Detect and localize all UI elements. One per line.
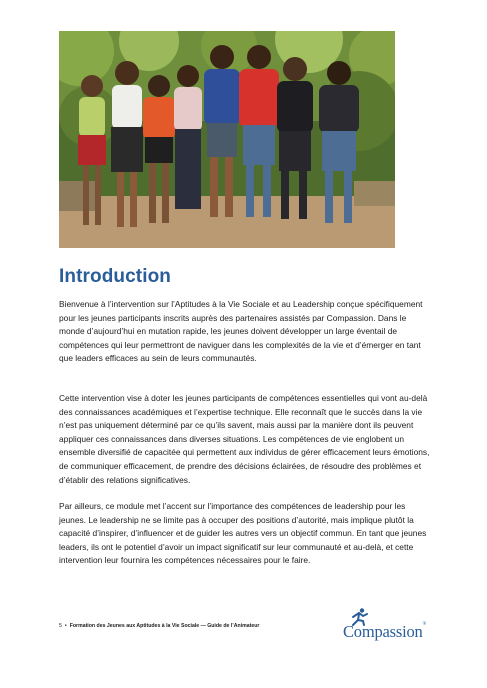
intro-paragraph-2 bbox=[59, 392, 431, 487]
group-photo bbox=[59, 31, 395, 248]
page-number: 5 bbox=[59, 623, 62, 629]
intro-paragraph-3 bbox=[59, 500, 431, 568]
logo-registered-mark: ® bbox=[422, 622, 427, 627]
intro-paragraph-1 bbox=[59, 298, 431, 366]
logo-wordmark bbox=[343, 622, 426, 642]
compassion-logo bbox=[343, 608, 438, 644]
page-title: Introduction bbox=[59, 266, 172, 287]
paragraph-text: Bienvenue à l’intervention sur l’Aptitudes à la Vie Sociale et au Leadership conçue spécifiquement pour les jeunes participants inscrits auprès des partenaires assistés par Compassion. Dans le monde d’aujourd’hui en mutation rapide, les jeunes doivent développer un large éventail de compétences qui leur permettront de naviguer dans les complexités de la vie et d’émerger en tant que leaders efficaces au sein de leurs communautés. bbox=[59, 299, 423, 364]
logo-text: Compassion bbox=[343, 622, 423, 641]
footer-title: Formation des Jeunes aux Aptitudes à la Vie Sociale — Guide de l’Animateur bbox=[69, 623, 260, 629]
paragraph-text: Par ailleurs, ce module met l’accent sur l’importance des compétences de leadership pour les jeunes. Le leadership ne se limite pas à occuper des positions d’autorité, mais implique plutôt la capacité d’inspirer, d’influencer et de guider les autres vers un objectif commun. En tant que jeunes leaders, ils ont le potentiel d’avoir un impact significatif sur leur communauté et au-delà, et cette intervention leur fournira les compétences nécessaires pour le faire. bbox=[59, 501, 427, 566]
footer-bullet: • bbox=[64, 623, 67, 629]
page-footer bbox=[59, 623, 259, 629]
paragraph-text: Cette intervention vise à doter les jeunes participants de compétences essentielles qui vont au-delà des connaissances académiques et l’expertise technique. Elle reconnaît que le succès dans la vie n’est pas uniquement déterminé par ce qu’ils savent, mais aussi par la manière dont ils peuvent appliquer ces connaissances dans diverses situations. Les compétences de vie englobent un ensemble diversifié de capacitée qui permettent aux individus de gérer efficacement leurs émotions, de communiquer efficacement, de prendre des décisions éclairées, de résoudre des problèmes et d’établir des relations significatives. bbox=[59, 393, 430, 485]
